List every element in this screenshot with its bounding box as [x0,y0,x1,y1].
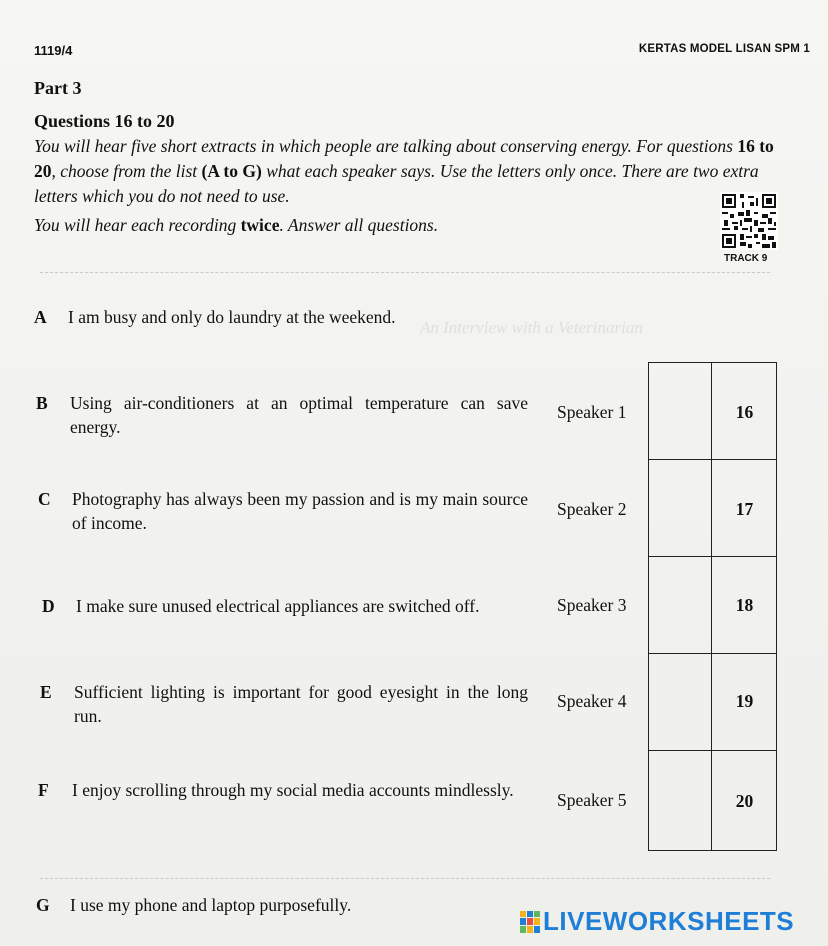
option-e [40,680,530,728]
instr-text-3: what each speaker says. Use the letters only once. There are two extra letters which you do not need to use. [34,161,759,206]
track-label: TRACK 9 [724,253,768,264]
questions-title: Questions 16 to 20 [34,111,175,131]
speaker-4-label: Speaker 4 [557,691,627,711]
option-text: I make sure unused electrical appliances are switched off. [76,596,480,616]
dashed-divider-bottom [40,878,770,879]
answer-box-16[interactable] [648,363,712,459]
speaker-3-label: Speaker 3 [557,595,627,615]
answer-box-17[interactable] [648,460,712,556]
question-number-19: 19 [735,691,754,711]
option-text: Using air-conditioners at an optimal temperature can save energy. [70,393,528,437]
option-g [36,893,536,917]
instr2-text-2: . Answer all questions. [279,215,439,235]
part-title: Part 3 [34,78,82,98]
option-text: I use my phone and laptop purposefully. [70,895,352,915]
instr-letters: (A to G) [201,161,262,181]
liveworksheets-icon [520,911,540,933]
liveworksheets-logo[interactable] [520,906,794,937]
option-text: I am busy and only do laundry at the weekend. [68,307,396,327]
option-text: Photography has always been my passion and is my main source of income. [72,489,528,533]
instr2-text-1: You will hear each recording [34,215,241,235]
option-letter: G [36,895,50,915]
instr-range: 16 to 20 [34,136,774,181]
option-d [42,594,532,618]
option-letter: E [40,682,52,702]
answer-box-20[interactable] [648,751,712,850]
question-number-20: 20 [735,791,754,811]
recording-instruction [34,215,634,236]
option-a [34,305,534,329]
speaker-1-label: Speaker 1 [557,402,627,422]
option-letter: F [38,780,49,800]
option-text: Sufficient lighting is important for good eyesight in the long run. [74,682,528,726]
instructions-paragraph [34,134,786,209]
speaker-5-label: Speaker 5 [557,790,627,810]
answer-box-19[interactable] [648,654,712,750]
option-letter: A [34,307,47,327]
option-letter: D [42,596,55,616]
speaker-2-label: Speaker 2 [557,499,627,519]
option-letter: B [36,393,48,413]
option-b [36,391,530,439]
question-number-18: 18 [735,595,754,615]
option-c [38,487,530,535]
option-letter: C [38,489,51,509]
instr-text-2: , choose from the list [51,161,202,181]
question-number-17: 17 [735,499,754,519]
liveworksheets-wordmark: LIVEWORKSHEETS [543,906,795,936]
option-text: I enjoy scrolling through my social media accounts mindlessly. [72,780,514,800]
instr2-twice: twice [240,215,280,235]
qr-code-icon[interactable] [720,191,778,251]
instr-text-1: You will hear five short extracts in which people are talking about conserving energy. For questions [34,136,738,156]
paper-series: KERTAS MODEL LISAN SPM 1 [638,43,810,55]
option-f [38,778,530,826]
dashed-divider [40,272,770,273]
paper-code: 1119/4 [34,43,73,58]
answer-box-18[interactable] [648,557,712,653]
show-through-text: An Interview with a Veterinarian [420,318,643,337]
question-number-16: 16 [735,402,754,422]
